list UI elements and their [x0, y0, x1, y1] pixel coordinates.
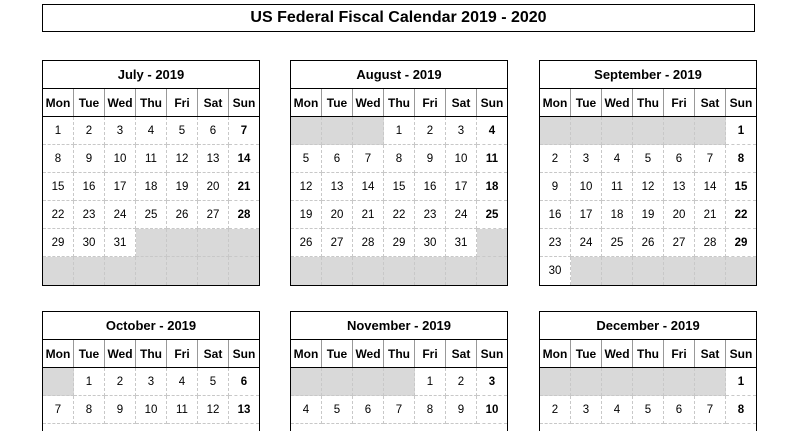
weekday-label: Sun: [729, 95, 753, 110]
week-row: [540, 368, 756, 396]
day-cell: 31: [446, 229, 477, 257]
empty-day-cell: [74, 257, 105, 285]
day-cell: 5: [198, 368, 229, 396]
weekday-label: Wed: [353, 89, 384, 116]
weekday-label: Sat: [446, 340, 477, 367]
day-cell: 21: [229, 173, 259, 201]
month-block: [290, 60, 508, 286]
week-row: [43, 229, 259, 257]
day-cell: 10: [105, 145, 136, 173]
weekday-label: Mon: [291, 89, 322, 116]
day-cell: 30: [74, 229, 105, 257]
month-block: [539, 311, 757, 431]
month-title: September - 2019: [540, 61, 756, 89]
empty-day-cell: [384, 368, 415, 396]
week-row: [291, 117, 507, 145]
empty-day-cell: [571, 368, 602, 396]
day-cell: 1: [726, 117, 756, 145]
day-cell: 6: [664, 145, 695, 173]
day-cell: 7: [353, 145, 384, 173]
day-cell: 26: [633, 229, 664, 257]
empty-day-cell: [695, 117, 726, 145]
week-row: [540, 145, 756, 173]
day-cell: 6: [322, 145, 353, 173]
empty-day-cell: [43, 368, 74, 396]
day-cell: 12: [167, 145, 198, 173]
weekday-label: Thu: [633, 340, 664, 367]
day-cell: 21: [353, 201, 384, 229]
week-row: [540, 229, 756, 257]
empty-day-cell: [695, 368, 726, 396]
empty-day-cell: [353, 117, 384, 145]
weekday-label: Sat: [198, 89, 229, 116]
day-cell: 14: [695, 173, 726, 201]
day-cell: 14: [229, 145, 259, 173]
day-cell: 3: [571, 145, 602, 173]
empty-day-cell: [291, 368, 322, 396]
day-cell: 13: [229, 396, 259, 424]
day-cell: 11: [602, 173, 633, 201]
day-cell: 3: [446, 117, 477, 145]
day-cell: 7: [695, 145, 726, 173]
day-cell: 2: [74, 117, 105, 145]
weekday-label: Sat: [695, 340, 726, 367]
week-row: [540, 201, 756, 229]
empty-day-cell: [136, 257, 167, 285]
weekday-label: Sat: [198, 340, 229, 367]
day-cell: 23: [415, 201, 446, 229]
day-cell: 5: [633, 396, 664, 424]
weekday-label: Wed: [602, 340, 633, 367]
weekday-label: Mon: [291, 340, 322, 367]
day-cell: 15: [384, 173, 415, 201]
day-cell: 27: [198, 201, 229, 229]
month-title: August - 2019: [291, 61, 507, 89]
day-cell: 11: [167, 396, 198, 424]
month-title: July - 2019: [43, 61, 259, 89]
day-cell: 22: [726, 201, 756, 229]
day-cell: 25: [602, 229, 633, 257]
day-cell: 2: [540, 396, 571, 424]
month-title: December - 2019: [540, 312, 756, 340]
week-row: [291, 229, 507, 257]
week-row: [43, 257, 259, 285]
day-cell: 10: [571, 173, 602, 201]
day-cell: 20: [322, 201, 353, 229]
week-row: [291, 368, 507, 396]
empty-day-cell: [602, 257, 633, 285]
day-cell: 12: [633, 173, 664, 201]
day-cell: 12: [198, 396, 229, 424]
day-cell: 27: [322, 229, 353, 257]
day-cell: 4: [602, 145, 633, 173]
day-cell: 30: [540, 257, 571, 285]
day-cell: 15: [43, 173, 74, 201]
day-cell: 4: [136, 117, 167, 145]
day-cell: 9: [105, 396, 136, 424]
page-title: US Federal Fiscal Calendar 2019 - 2020: [42, 4, 755, 32]
day-cell: 17: [571, 201, 602, 229]
day-cell: 9: [415, 145, 446, 173]
empty-day-cell: [353, 257, 384, 285]
day-cell: 22: [384, 201, 415, 229]
day-cell: 10: [446, 145, 477, 173]
day-cell: 8: [726, 145, 756, 173]
day-cell: 18: [477, 173, 507, 201]
weekday-label: Sun: [232, 346, 256, 361]
weekday-label: Tue: [74, 89, 105, 116]
weekday-label: Mon: [43, 340, 74, 367]
empty-day-cell: [415, 257, 446, 285]
day-cell: 5: [167, 117, 198, 145]
day-cell: 11: [477, 145, 507, 173]
day-cell: 2: [105, 368, 136, 396]
weekday-header: [540, 89, 756, 117]
empty-day-cell: [136, 229, 167, 257]
day-cell: 29: [726, 229, 756, 257]
day-cell: 2: [415, 117, 446, 145]
day-cell: 22: [43, 201, 74, 229]
day-cell: 1: [415, 368, 446, 396]
weekday-header: [291, 340, 507, 368]
weekday-label: Wed: [353, 340, 384, 367]
week-row: [43, 368, 259, 396]
day-cell: 5: [291, 145, 322, 173]
weekday-label: Tue: [322, 340, 353, 367]
day-cell: 17: [105, 173, 136, 201]
day-cell: 16: [74, 173, 105, 201]
day-cell: 6: [664, 396, 695, 424]
day-cell: 12: [291, 173, 322, 201]
empty-day-cell: [198, 229, 229, 257]
month-block: [290, 311, 508, 431]
weekday-header: [43, 89, 259, 117]
day-cell: 9: [74, 145, 105, 173]
day-cell: 27: [664, 229, 695, 257]
day-cell: 4: [477, 117, 507, 145]
week-row: [540, 173, 756, 201]
empty-day-cell: [602, 368, 633, 396]
empty-day-cell: [43, 257, 74, 285]
weekday-label: Tue: [74, 340, 105, 367]
day-cell: 8: [415, 396, 446, 424]
empty-day-cell: [322, 117, 353, 145]
day-cell: 9: [446, 396, 477, 424]
day-cell: 1: [43, 117, 74, 145]
day-cell: 8: [384, 145, 415, 173]
day-cell: 26: [167, 201, 198, 229]
week-row: [43, 201, 259, 229]
weekday-label: Sun: [480, 346, 504, 361]
weekday-label: Sat: [695, 89, 726, 116]
day-cell: 18: [136, 173, 167, 201]
week-row: [291, 173, 507, 201]
day-cell: 5: [322, 396, 353, 424]
week-row: [291, 396, 507, 424]
day-cell: 6: [229, 368, 259, 396]
empty-day-cell: [664, 257, 695, 285]
day-cell: 24: [105, 201, 136, 229]
empty-day-cell: [664, 368, 695, 396]
day-cell: 10: [136, 396, 167, 424]
weekday-label: Fri: [664, 89, 695, 116]
empty-day-cell: [571, 257, 602, 285]
weekday-label: Wed: [105, 89, 136, 116]
empty-day-cell: [167, 229, 198, 257]
empty-day-cell: [229, 257, 259, 285]
day-cell: 18: [602, 201, 633, 229]
day-cell: 25: [136, 201, 167, 229]
weekday-header: [291, 89, 507, 117]
weekday-label: Mon: [43, 89, 74, 116]
day-cell: 7: [384, 396, 415, 424]
weekday-label: Sun: [729, 346, 753, 361]
day-cell: 21: [695, 201, 726, 229]
day-cell: 8: [43, 145, 74, 173]
week-row: [43, 117, 259, 145]
empty-day-cell: [571, 117, 602, 145]
day-cell: 1: [384, 117, 415, 145]
empty-day-cell: [602, 117, 633, 145]
day-cell: 13: [198, 145, 229, 173]
month-block: [42, 60, 260, 286]
day-cell: 3: [105, 117, 136, 145]
day-cell: 25: [477, 201, 507, 229]
empty-day-cell: [540, 117, 571, 145]
day-cell: 24: [446, 201, 477, 229]
week-row: [291, 145, 507, 173]
empty-day-cell: [446, 257, 477, 285]
day-cell: 9: [540, 173, 571, 201]
day-cell: 19: [291, 201, 322, 229]
day-cell: 14: [353, 173, 384, 201]
empty-day-cell: [477, 229, 507, 257]
empty-day-cell: [291, 257, 322, 285]
day-cell: 30: [415, 229, 446, 257]
week-row: [43, 173, 259, 201]
week-row: [43, 145, 259, 173]
empty-day-cell: [105, 257, 136, 285]
weekday-label: Fri: [415, 340, 446, 367]
weekday-label: Sun: [232, 95, 256, 110]
empty-day-cell: [633, 368, 664, 396]
day-cell: 10: [477, 396, 507, 424]
day-cell: 28: [695, 229, 726, 257]
weekday-label: Thu: [136, 340, 167, 367]
day-cell: 3: [477, 368, 507, 396]
day-cell: 11: [136, 145, 167, 173]
empty-day-cell: [291, 117, 322, 145]
day-cell: 7: [229, 117, 259, 145]
day-cell: 6: [353, 396, 384, 424]
day-cell: 7: [695, 396, 726, 424]
empty-day-cell: [633, 257, 664, 285]
weekday-label: Sun: [480, 95, 504, 110]
weekday-label: Tue: [571, 89, 602, 116]
day-cell: 26: [291, 229, 322, 257]
week-row: [540, 396, 756, 424]
day-cell: 28: [229, 201, 259, 229]
day-cell: 4: [167, 368, 198, 396]
weekday-label: Wed: [105, 340, 136, 367]
empty-day-cell: [353, 368, 384, 396]
empty-day-cell: [384, 257, 415, 285]
day-cell: 5: [633, 145, 664, 173]
day-cell: 29: [384, 229, 415, 257]
weekday-label: Mon: [540, 89, 571, 116]
weekday-label: Fri: [167, 340, 198, 367]
empty-day-cell: [167, 257, 198, 285]
weekday-label: Mon: [540, 340, 571, 367]
day-cell: 1: [74, 368, 105, 396]
empty-day-cell: [322, 368, 353, 396]
day-cell: 20: [198, 173, 229, 201]
week-row: [291, 201, 507, 229]
day-cell: 19: [167, 173, 198, 201]
weekday-label: Thu: [384, 89, 415, 116]
day-cell: 29: [43, 229, 74, 257]
week-row: [540, 117, 756, 145]
empty-day-cell: [664, 117, 695, 145]
month-block: [539, 60, 757, 286]
day-cell: 1: [726, 368, 756, 396]
day-cell: 13: [322, 173, 353, 201]
day-cell: 24: [571, 229, 602, 257]
weekday-label: Thu: [633, 89, 664, 116]
weekday-label: Fri: [415, 89, 446, 116]
weekday-label: Thu: [384, 340, 415, 367]
weekday-header: [540, 340, 756, 368]
month-title: October - 2019: [43, 312, 259, 340]
week-row: [291, 257, 507, 285]
day-cell: 23: [540, 229, 571, 257]
day-cell: 4: [291, 396, 322, 424]
month-block: [42, 311, 260, 431]
day-cell: 16: [540, 201, 571, 229]
day-cell: 23: [74, 201, 105, 229]
empty-day-cell: [540, 368, 571, 396]
empty-day-cell: [726, 257, 756, 285]
weekday-label: Thu: [136, 89, 167, 116]
weekday-label: Tue: [571, 340, 602, 367]
weekday-label: Wed: [602, 89, 633, 116]
empty-day-cell: [322, 257, 353, 285]
empty-day-cell: [633, 117, 664, 145]
day-cell: 3: [136, 368, 167, 396]
week-row: [540, 257, 756, 285]
weekday-label: Fri: [664, 340, 695, 367]
day-cell: 15: [726, 173, 756, 201]
day-cell: 8: [74, 396, 105, 424]
day-cell: 3: [571, 396, 602, 424]
day-cell: 8: [726, 396, 756, 424]
day-cell: 13: [664, 173, 695, 201]
day-cell: 17: [446, 173, 477, 201]
day-cell: 20: [664, 201, 695, 229]
week-row: [43, 396, 259, 424]
month-title: November - 2019: [291, 312, 507, 340]
weekday-header: [43, 340, 259, 368]
day-cell: 2: [540, 145, 571, 173]
day-cell: 7: [43, 396, 74, 424]
day-cell: 2: [446, 368, 477, 396]
day-cell: 6: [198, 117, 229, 145]
day-cell: 31: [105, 229, 136, 257]
weekday-label: Tue: [322, 89, 353, 116]
day-cell: 19: [633, 201, 664, 229]
empty-day-cell: [198, 257, 229, 285]
empty-day-cell: [477, 257, 507, 285]
day-cell: 4: [602, 396, 633, 424]
weekday-label: Sat: [446, 89, 477, 116]
empty-day-cell: [229, 229, 259, 257]
day-cell: 16: [415, 173, 446, 201]
weekday-label: Fri: [167, 89, 198, 116]
day-cell: 28: [353, 229, 384, 257]
empty-day-cell: [695, 257, 726, 285]
